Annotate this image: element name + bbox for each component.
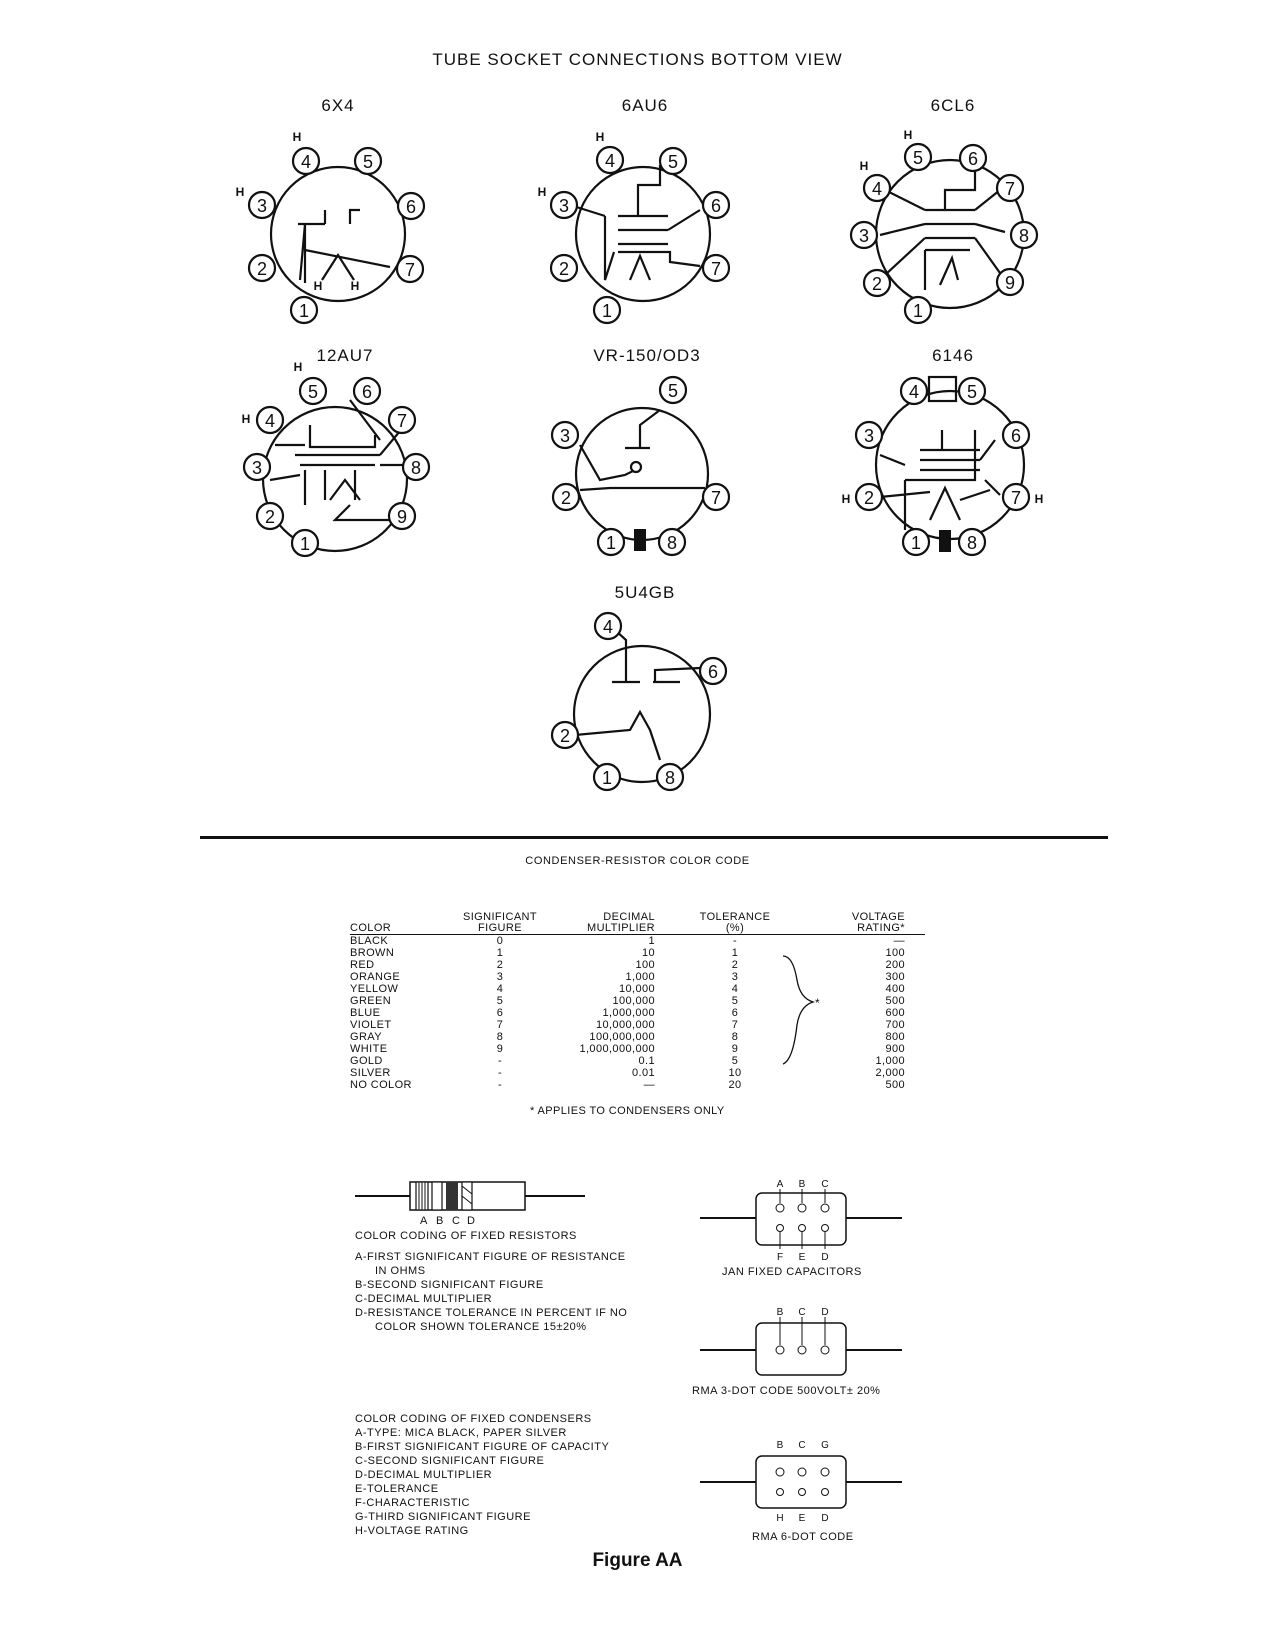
legend-line: B-FIRST SIGNIFICANT FIGURE OF CAPACITY	[355, 1441, 610, 1453]
svg-text:5: 5	[966, 382, 978, 402]
cell-color: SILVER	[350, 1067, 391, 1079]
cell-tol: 7	[731, 1019, 739, 1031]
pin-2	[856, 484, 882, 510]
heater-mark: H	[292, 130, 302, 144]
cell-color: YELLOW	[350, 983, 399, 995]
svg-text:6: 6	[707, 662, 719, 682]
pin-2	[257, 503, 283, 529]
svg-text:2: 2	[863, 488, 875, 508]
heater-mark: H	[903, 128, 913, 142]
svg-text:5: 5	[912, 148, 924, 168]
cell-mult: 100,000,000	[589, 1031, 655, 1043]
cell-mult: —	[643, 1079, 655, 1091]
rma6-letter: B	[776, 1440, 784, 1451]
pin-6	[398, 193, 424, 219]
tube-name: VR-150/OD3	[593, 346, 701, 365]
jan-letter: B	[798, 1179, 806, 1190]
figure-label: Figure AA	[592, 1550, 683, 1571]
tube-6au6	[538, 96, 729, 323]
tube-name: 6X4	[321, 96, 355, 115]
svg-text:4: 4	[908, 382, 920, 402]
table-header	[350, 912, 925, 935]
pin-6	[703, 192, 729, 218]
heater-mark: H	[313, 279, 323, 293]
rma3-letter: D	[821, 1307, 829, 1318]
section-divider	[200, 836, 1108, 839]
legend-line: COLOR SHOWN TOLERANCE 15±20%	[375, 1321, 587, 1333]
pin-6	[960, 145, 986, 171]
pin-2	[551, 255, 577, 281]
cell-sig: 2	[496, 959, 504, 971]
cell-mult: 1,000,000,000	[579, 1043, 655, 1055]
pin-1	[594, 764, 620, 790]
cell-color: VIOLET	[350, 1019, 392, 1031]
tube-name: 6146	[932, 346, 974, 365]
pin-9	[997, 269, 1023, 295]
cell-color: ORANGE	[350, 971, 401, 983]
pin-4	[597, 147, 623, 173]
legend-line: G-THIRD SIGNIFICANT FIGURE	[355, 1511, 531, 1523]
legend-line: F-CHARACTERISTIC	[355, 1497, 470, 1509]
svg-text:3: 3	[256, 196, 268, 216]
heater-mark: H	[235, 185, 245, 199]
pin-1	[903, 529, 929, 555]
tube-6cl6	[851, 96, 1037, 323]
svg-text:2: 2	[560, 488, 572, 508]
cell-mult: 0.01	[631, 1067, 655, 1079]
tube-6x4	[236, 96, 424, 323]
rma-6-dot-diagram	[698, 1436, 908, 1531]
heater-mark: H	[1034, 492, 1044, 506]
cell-tol: 2	[731, 959, 739, 971]
tube-vr150-od3	[552, 346, 729, 555]
cell-sig: -	[497, 1079, 503, 1091]
pin-8	[403, 454, 429, 480]
pin-5	[300, 378, 326, 404]
cell-sig: 4	[496, 983, 504, 995]
svg-text:4: 4	[264, 411, 276, 431]
pin-1	[598, 529, 624, 555]
pin-3	[851, 222, 877, 248]
tube-name: 12AU7	[316, 346, 374, 365]
rma6-letter: G	[821, 1440, 829, 1451]
svg-text:1: 1	[912, 301, 924, 321]
cell-mult: 100	[635, 959, 655, 971]
pin-2	[553, 484, 579, 510]
svg-text:7: 7	[710, 488, 722, 508]
legend-line: D-DECIMAL MULTIPLIER	[355, 1469, 493, 1481]
cell-tol: 1	[731, 947, 739, 959]
cell-volt: 500	[885, 1079, 905, 1091]
rma6-letter: H	[776, 1513, 784, 1524]
column-decimal-multiplier: DECIMAL MULTIPLIER	[545, 912, 655, 935]
legend-line: D-RESISTANCE TOLERANCE IN PERCENT IF NO	[355, 1307, 628, 1319]
svg-text:2: 2	[559, 726, 571, 746]
svg-text:3: 3	[558, 196, 570, 216]
svg-text:8: 8	[410, 458, 422, 478]
svg-text:7: 7	[710, 259, 722, 279]
cell-sig: 5	[496, 995, 504, 1007]
heater-mark: H	[241, 412, 251, 426]
pin-3	[551, 192, 577, 218]
cell-mult: 0.1	[638, 1055, 655, 1067]
cell-volt: —	[893, 935, 905, 947]
column-voltage-rating: VOLTAGE RATING*	[815, 912, 925, 935]
cell-volt: 1,000	[875, 1055, 905, 1067]
heater-mark: H	[595, 130, 605, 144]
legend-line: A-FIRST SIGNIFICANT FIGURE OF RESISTANCE	[355, 1251, 626, 1263]
cell-tol: 8	[731, 1031, 739, 1043]
svg-text:4: 4	[602, 617, 614, 637]
pin-3	[856, 422, 882, 448]
resistor-legend	[355, 1250, 627, 1334]
pin-9	[389, 503, 415, 529]
cell-tol: 5	[731, 995, 739, 1007]
cell-volt: 400	[885, 983, 905, 995]
condensers-title: COLOR CODING OF FIXED CONDENSERS	[355, 1413, 592, 1425]
svg-text:5: 5	[362, 152, 374, 172]
column-tolerance: TOLERANCE (%)	[655, 912, 815, 935]
jan-letter: E	[798, 1252, 806, 1263]
rma6-caption: RMA 6-DOT CODE	[752, 1531, 854, 1543]
pin-6	[354, 378, 380, 404]
heater-mark: H	[350, 279, 360, 293]
cell-volt: 2,000	[875, 1067, 905, 1079]
page-title: TUBE SOCKET CONNECTIONS BOTTOM VIEW	[432, 50, 843, 69]
tube-name: 6CL6	[930, 96, 976, 115]
svg-text:3: 3	[251, 458, 263, 478]
svg-text:9: 9	[396, 507, 408, 527]
cell-volt: 700	[885, 1019, 905, 1031]
cell-color: NO COLOR	[350, 1079, 412, 1091]
svg-text:2: 2	[871, 274, 883, 294]
pin-4	[595, 613, 621, 639]
pin-3	[552, 422, 578, 448]
svg-text:2: 2	[264, 507, 276, 527]
tube-6146	[842, 346, 1044, 555]
rma3-letter: C	[798, 1307, 806, 1318]
table-row	[350, 935, 925, 948]
pin-4	[901, 378, 927, 404]
pin-5	[660, 148, 686, 174]
resistor-letter: D	[467, 1215, 475, 1227]
tube-5u4gb	[552, 583, 726, 790]
svg-text:1: 1	[601, 301, 613, 321]
pin-1	[905, 297, 931, 323]
svg-text:5: 5	[667, 381, 679, 401]
cell-sig: -	[497, 1067, 503, 1079]
table-row	[350, 1079, 925, 1091]
svg-text:6: 6	[710, 196, 722, 216]
svg-text:5: 5	[667, 152, 679, 172]
svg-text:1: 1	[601, 768, 613, 788]
svg-text:9: 9	[1004, 273, 1016, 293]
tube-name: 5U4GB	[614, 583, 676, 602]
pin-3	[249, 192, 275, 218]
pin-2	[552, 722, 578, 748]
svg-text:2: 2	[558, 259, 570, 279]
cell-mult: 10,000	[618, 983, 655, 995]
resistor-letter: C	[452, 1215, 460, 1227]
cell-sig: 1	[496, 947, 504, 959]
heater-mark: H	[537, 185, 547, 199]
svg-text:2: 2	[256, 259, 268, 279]
cell-volt: 100	[885, 947, 905, 959]
svg-text:1: 1	[298, 301, 310, 321]
svg-text:7: 7	[1010, 488, 1022, 508]
svg-text:8: 8	[666, 533, 678, 553]
cell-volt: 200	[885, 959, 905, 971]
pin-7	[1003, 484, 1029, 510]
svg-text:1: 1	[605, 533, 617, 553]
svg-text:1: 1	[299, 534, 311, 554]
jan-letter: A	[776, 1179, 784, 1190]
pin-8	[657, 764, 683, 790]
cell-color: GREEN	[350, 995, 392, 1007]
svg-text:7: 7	[404, 260, 416, 280]
svg-text:6: 6	[405, 197, 417, 217]
cell-volt: 900	[885, 1043, 905, 1055]
cell-sig: -	[497, 1055, 503, 1067]
cell-sig: 9	[496, 1043, 504, 1055]
cell-sig: 8	[496, 1031, 504, 1043]
column-significant-figure: SIGNIFICANT FIGURE	[455, 912, 545, 935]
cell-tol: 3	[731, 971, 739, 983]
svg-text:3: 3	[863, 426, 875, 446]
svg-text:4: 4	[871, 179, 883, 199]
cell-tol: -	[732, 935, 738, 947]
cell-mult: 100,000	[612, 995, 655, 1007]
svg-text:8: 8	[664, 768, 676, 788]
brace-mark: *	[815, 996, 820, 1010]
jan-letter: D	[821, 1252, 829, 1263]
cell-tol: 6	[731, 1007, 739, 1019]
tube-name: 6AU6	[621, 96, 669, 115]
legend-line: B-SECOND SIGNIFICANT FIGURE	[355, 1279, 544, 1291]
cell-sig: 6	[496, 1007, 504, 1019]
svg-text:6: 6	[1010, 426, 1022, 446]
rma6-letter: C	[798, 1440, 806, 1451]
svg-text:1: 1	[910, 533, 922, 553]
legend-line: C-SECOND SIGNIFICANT FIGURE	[355, 1455, 545, 1467]
svg-text:7: 7	[396, 411, 408, 431]
cell-tol: 5	[731, 1055, 739, 1067]
cell-volt: 500	[885, 995, 905, 1007]
heater-mark: H	[859, 159, 869, 173]
pin-1	[594, 297, 620, 323]
column-color: COLOR	[350, 912, 455, 935]
cell-sig: 3	[496, 971, 504, 983]
cell-tol: 4	[731, 983, 739, 995]
cell-sig: 0	[496, 935, 504, 947]
svg-text:3: 3	[559, 426, 571, 446]
heater-mark: H	[293, 360, 303, 374]
pin-4	[864, 175, 890, 201]
svg-text:8: 8	[1018, 226, 1030, 246]
condensers-legend	[355, 1426, 609, 1538]
svg-text:5: 5	[307, 382, 319, 402]
pin-1	[291, 297, 317, 323]
pin-5	[660, 377, 686, 403]
cell-color: RED	[350, 959, 375, 971]
pin-4	[293, 148, 319, 174]
cell-volt: 800	[885, 1031, 905, 1043]
pin-2	[249, 255, 275, 281]
svg-text:6: 6	[361, 382, 373, 402]
cell-color: BLACK	[350, 935, 389, 947]
resistor-title: COLOR CODING OF FIXED RESISTORS	[355, 1230, 577, 1242]
pin-7	[397, 256, 423, 282]
svg-text:4: 4	[300, 152, 312, 172]
svg-text:3: 3	[858, 226, 870, 246]
resistor-letter: A	[420, 1215, 428, 1227]
pin-7	[997, 175, 1023, 201]
jan-letter: F	[776, 1252, 784, 1263]
rma-3-dot-diagram	[698, 1303, 908, 1378]
cell-color: WHITE	[350, 1043, 388, 1055]
heater-mark: H	[841, 492, 851, 506]
rma6-letter: E	[798, 1513, 806, 1524]
cell-color: GOLD	[350, 1055, 383, 1067]
pin-2	[864, 270, 890, 296]
pin-8	[659, 529, 685, 555]
jan-letter: C	[821, 1179, 829, 1190]
legend-line: E-TOLERANCE	[355, 1483, 439, 1495]
resistor-letter: B	[436, 1215, 444, 1227]
pin-5	[959, 378, 985, 404]
cell-color: GRAY	[350, 1031, 382, 1043]
pin-3	[244, 454, 270, 480]
svg-text:7: 7	[1004, 179, 1016, 199]
legend-line: H-VOLTAGE RATING	[355, 1525, 469, 1537]
jan-caption: JAN FIXED CAPACITORS	[722, 1266, 862, 1278]
pin-8	[1011, 222, 1037, 248]
cell-mult: 1,000	[625, 971, 655, 983]
pin-4	[257, 407, 283, 433]
pin-5	[905, 144, 931, 170]
tube-12au7	[242, 346, 429, 556]
pin-6	[1003, 422, 1029, 448]
cell-color: BLUE	[350, 1007, 381, 1019]
cell-tol: 9	[731, 1043, 739, 1055]
cell-mult: 1,000,000	[602, 1007, 655, 1019]
pin-6	[700, 658, 726, 684]
rma3-letter: B	[776, 1307, 784, 1318]
cell-tol: 20	[728, 1079, 742, 1091]
pin-5	[355, 148, 381, 174]
resistor-diagram	[350, 1172, 590, 1227]
cell-color: BROWN	[350, 947, 395, 959]
svg-text:8: 8	[966, 533, 978, 553]
cell-mult: 10,000,000	[595, 1019, 655, 1031]
tolerance-brace	[775, 950, 845, 1080]
legend-line: C-DECIMAL MULTIPLIER	[355, 1293, 493, 1305]
pin-8	[959, 529, 985, 555]
jan-capacitor-diagram	[698, 1175, 908, 1265]
rma6-letter: D	[821, 1513, 829, 1524]
cell-volt: 600	[885, 1007, 905, 1019]
rma3-caption: RMA 3-DOT CODE 500VOLT± 20%	[692, 1385, 881, 1397]
legend-line: IN OHMS	[375, 1265, 426, 1277]
svg-text:4: 4	[604, 151, 616, 171]
pin-7	[389, 407, 415, 433]
pin-7	[703, 255, 729, 281]
cell-sig: 7	[496, 1019, 504, 1031]
cell-volt: 300	[885, 971, 905, 983]
svg-text:6: 6	[967, 149, 979, 169]
color-code-title: CONDENSER-RESISTOR COLOR CODE	[525, 855, 750, 867]
cell-tol: 10	[728, 1067, 742, 1079]
cell-mult: 1	[648, 935, 655, 947]
pin-7	[703, 484, 729, 510]
legend-line: A-TYPE: MICA BLACK, PAPER SILVER	[355, 1427, 567, 1439]
footnote: * APPLIES TO CONDENSERS ONLY	[530, 1105, 725, 1117]
pin-1	[292, 530, 318, 556]
cell-mult: 10	[641, 947, 655, 959]
